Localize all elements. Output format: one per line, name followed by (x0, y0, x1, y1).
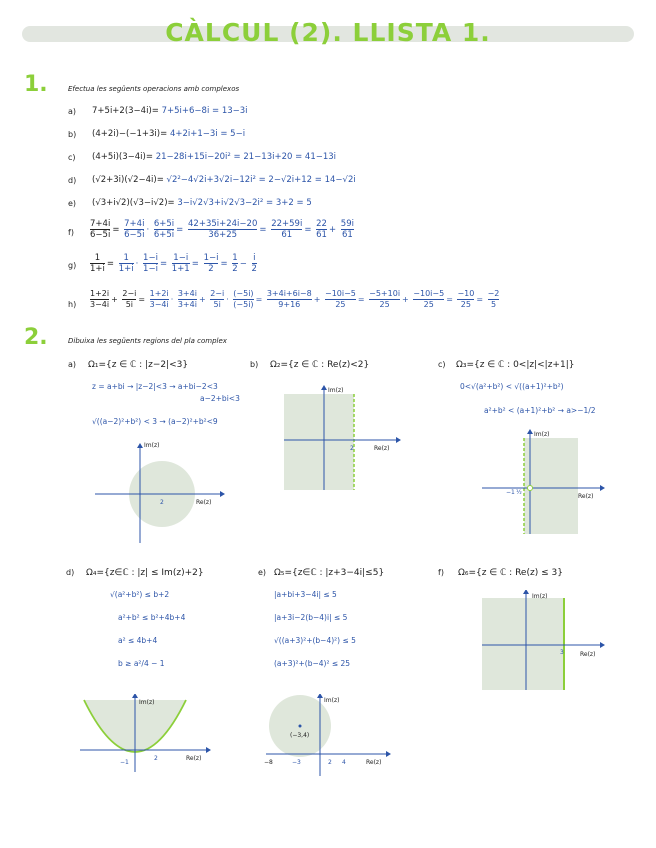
item-label: d) (66, 568, 75, 577)
operator: + (402, 295, 409, 304)
work-line: a²+b² ≤ b²+4b+4 (118, 613, 186, 622)
fraction-num: −10i−5 (324, 289, 356, 298)
work-line: |a+bi+3−4i| ≤ 5 (274, 590, 337, 599)
fraction-den: 9+16 (278, 300, 301, 309)
item-label: c) (68, 153, 76, 162)
fraction-num: 1 (232, 253, 238, 263)
fraction-num: 7+4i (124, 219, 145, 229)
tick-label: 2 (154, 755, 158, 762)
x-axis-label: Re(z) (186, 755, 202, 762)
section-2-instruction: Dibuixa les següents regions del pla complex (68, 337, 227, 345)
fraction-den: 25 (423, 300, 434, 309)
x-arrow (220, 491, 225, 497)
fraction-num: −10 (457, 289, 475, 298)
operator: + (313, 295, 321, 304)
plot-omega-2 (278, 384, 408, 494)
item-label: e) (68, 199, 77, 208)
excluded-origin (528, 486, 533, 491)
fraction-den: 2 (251, 264, 257, 274)
item-label: a) (68, 107, 77, 116)
x-axis-label: Re(z) (580, 651, 596, 658)
tick-label: −8 (264, 759, 273, 766)
fraction-den: 3−4i (149, 300, 169, 309)
fraction-num: −2 (487, 289, 500, 298)
work-line: z = a+bi → |z−2|<3 → a+bi−2<3 (92, 382, 218, 391)
fraction-den: 6+5i (153, 230, 175, 240)
section-2-number: 2. (24, 325, 48, 350)
item-label: b) (68, 130, 77, 139)
fraction-den: 61 (341, 230, 353, 240)
fraction-den: 2 (232, 264, 238, 274)
region-halfplane (284, 394, 354, 490)
item-lhs: 7+5i+2(3−4i)= (92, 106, 159, 116)
center-label: (−3,4) (290, 732, 310, 739)
fraction-den: (−5i) (233, 300, 254, 309)
region-halfplane (482, 598, 564, 690)
plot-omega-1 (90, 438, 230, 548)
y-arrow (132, 694, 138, 698)
item-lhs: (4+2i)−(−1+3i)= (92, 129, 168, 139)
x-arrow (396, 437, 401, 443)
operator: + (328, 225, 337, 235)
y-axis-label: Im(z) (532, 593, 548, 600)
item-label: c) (438, 360, 446, 369)
work-line: √((a+3)²+(b−4)²) ≤ 5 (274, 636, 356, 645)
tick-label: 3 (560, 649, 564, 656)
fraction-den: 3−4i (90, 300, 110, 309)
item-label: a) (68, 360, 77, 369)
y-arrow (317, 694, 323, 698)
fraction-num: 1−i (173, 253, 189, 263)
x-axis-label: Re(z) (366, 759, 382, 766)
tick-label: −1 (120, 759, 129, 766)
work-line: |a+3i−2(b−4)i| ≤ 5 (274, 613, 348, 622)
set-definition: Ω₅={z∈ℂ : |z+3−4i|≤5} (274, 568, 385, 578)
fraction-den: 2 (208, 264, 214, 274)
fraction-num: 42+35i+24i−20 (188, 219, 258, 229)
work-line: b ≥ a²/4 − 1 (118, 659, 165, 668)
work-line: √((a−2)²+b²) < 3 → (a−2)²+b²<9 (92, 417, 218, 426)
item-lhs: (√2+3i)(√2−4i)= (92, 175, 164, 185)
fraction-num: 7+4i (90, 219, 111, 229)
item-rhs: √2²−4√2i+3√2i−12i² = 2−√2i+12 = 14−√2i (166, 175, 356, 185)
fraction-num: i (253, 253, 256, 263)
work-line: a−2+bi<3 (200, 394, 240, 403)
fraction-den: 25 (460, 300, 471, 309)
y-arrow (527, 429, 533, 434)
item-rhs: 21−28i+15i−20i² = 21−13i+20 = 41−13i (155, 152, 337, 162)
item-rhs: 4+2i+1−3i = 5−i (169, 129, 246, 139)
y-axis-label: Im(z) (534, 431, 550, 438)
tick-label: 2 (328, 759, 332, 766)
set-definition: Ω₆={z ∈ ℂ : Re(z) ≤ 3} (458, 568, 563, 578)
work-line: (a+3)²+(b−4)² ≤ 25 (274, 659, 351, 668)
operator: − (239, 259, 247, 269)
operator: + (111, 295, 118, 304)
tick-label: −3 (292, 759, 301, 766)
fraction-num: 1 (90, 253, 105, 264)
operator: + (198, 295, 206, 304)
work-line: a² ≤ 4b+4 (118, 636, 158, 645)
fraction-den: 5 (490, 300, 497, 309)
fraction-den: 6−5i (90, 230, 111, 240)
section-1-instruction: Efectua les següents operacions amb complexos (68, 85, 240, 93)
fraction-num: 1+2i (149, 289, 169, 298)
x-arrow (206, 747, 211, 753)
fraction-num: 1 (119, 253, 134, 264)
tick-label: 2 (350, 445, 354, 452)
x-arrow (386, 751, 391, 757)
fraction-den: 36+25 (208, 230, 238, 240)
work-line: √(a²+b²) ≤ b+2 (110, 590, 170, 599)
fraction-den: 1+i (90, 264, 105, 274)
fraction-num: 22+59i (271, 219, 303, 229)
x-arrow (600, 642, 605, 648)
fraction-num: 6+5i (153, 219, 175, 229)
set-definition: Ω₂={z ∈ ℂ : Re(z)<2} (270, 360, 370, 370)
item-label: f) (438, 568, 444, 577)
x-axis-label: Re(z) (374, 445, 390, 452)
fraction-num: 3+4i (177, 289, 197, 298)
fraction-num: 2−i (122, 289, 137, 298)
item-label: d) (68, 176, 77, 185)
y-arrow (137, 443, 143, 448)
fraction-num: −10i−5 (413, 289, 445, 298)
fraction-num: 59i (340, 219, 354, 229)
fraction-num: 2−i (210, 289, 225, 298)
fraction-den: 5i (125, 300, 134, 309)
tick-label: ½ (516, 489, 522, 496)
item-rhs: 7+5i+6−8i = 13−3i (161, 106, 248, 116)
x-axis-label: Re(z) (196, 499, 212, 506)
fraction-den: 25 (379, 300, 390, 309)
fraction-num: −5+10i (369, 289, 401, 298)
work-line: a²+b² < (a+1)²+b² → a>−1/2 (484, 406, 596, 415)
item-lhs: (√3+i√2)(√3−i√2)= (92, 198, 175, 208)
fraction-den: 6−5i (124, 230, 145, 240)
item-rhs: 3−i√2√3+i√2√3−2i² = 3+2 = 5 (177, 198, 312, 208)
page-title: CÀLCUL (2). LLISTA 1. (165, 18, 491, 47)
fraction-den: 1+i (118, 264, 134, 274)
item-label: e) (258, 568, 267, 577)
set-definition: Ω₃={z ∈ ℂ : 0<|z|<|z+1|} (456, 360, 575, 370)
plot-omega-5 (262, 694, 402, 778)
y-axis-label: Im(z) (139, 699, 155, 706)
fraction-den: 25 (335, 300, 346, 309)
item-label: h) (68, 300, 77, 309)
x-arrow (600, 485, 605, 491)
fraction-den: 1+1 (171, 264, 190, 274)
fraction-num: 3+4i+6i−8 (266, 289, 312, 298)
plot-omega-3 (476, 428, 611, 538)
y-axis-label: Im(z) (324, 697, 340, 704)
circle-center (299, 725, 302, 728)
fraction-den: 1−i (143, 264, 158, 274)
set-definition: Ω₄={z∈ℂ : |z| ≤ Im(z)+2} (86, 568, 204, 578)
tick-label: 2 (160, 499, 164, 506)
fraction-den: 5i (213, 300, 221, 309)
plot-omega-6 (476, 590, 616, 695)
fraction-num: 22 (316, 219, 327, 229)
y-arrow (321, 385, 327, 390)
item-label: b) (250, 360, 259, 369)
y-axis-label: Im(z) (144, 442, 160, 449)
y-axis-label: Im(z) (328, 387, 344, 394)
tick-label: −1 (506, 489, 515, 496)
tick-label: 4 (342, 759, 346, 766)
item-lhs: (4+5i)(3−4i)= (92, 152, 153, 162)
fraction-num: 1+2i (90, 289, 110, 298)
plot-omega-4 (76, 694, 226, 774)
x-axis-label: Re(z) (578, 493, 594, 500)
fraction-den: 61 (281, 230, 293, 240)
fraction-num: (−5i) (233, 289, 254, 298)
set-definition: Ω₁={z ∈ ℂ : |z−2|<3} (88, 360, 189, 370)
item-label: f) (68, 228, 74, 237)
fraction-den: 3+4i (177, 300, 197, 309)
section-1-number: 1. (24, 72, 48, 97)
fraction-num: 1−i (203, 253, 219, 263)
item-label: g) (68, 261, 77, 270)
fraction-num: 1−i (143, 253, 158, 263)
work-line: 0<√(a²+b²) < √((a+1)²+b²) (460, 382, 564, 391)
fraction-den: 61 (316, 230, 327, 240)
y-arrow (523, 590, 529, 594)
